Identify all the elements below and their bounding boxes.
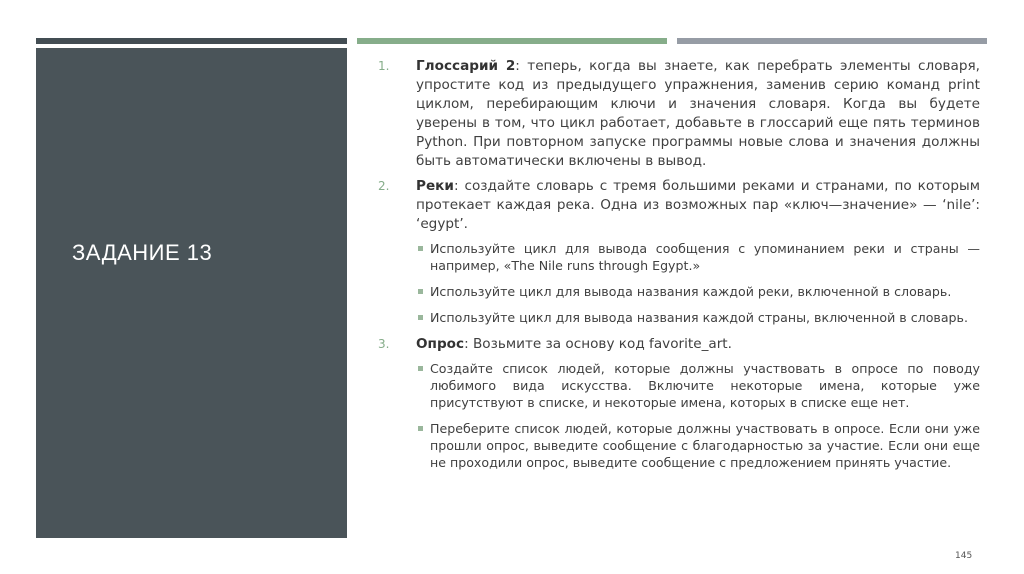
square-bullet-icon	[418, 366, 423, 371]
item-heading: Опрос	[416, 336, 465, 352]
sub-item	[378, 420, 980, 471]
sub-item	[378, 283, 980, 300]
square-bullet-icon	[418, 426, 423, 431]
accent-bar-green	[357, 38, 667, 44]
sub-item-text: Создайте список людей, которые должны участвовать в опросе по поводу любимого вида искусства. Включите некоторые имена, которые уже присутствуют в списке, и некоторые имена, которых в списке еще нет.	[430, 361, 980, 410]
title-panel	[36, 48, 347, 538]
item-number: 3.	[378, 337, 390, 351]
square-bullet-icon	[418, 289, 423, 294]
item-text: : теперь, когда вы знаете, как перебрать элементы словаря, упростите код из предыдущего упражнения, заменив серию команд print циклом, перебирающим ключи и значения словаря. Когда вы будете уверены в том, что цикл работает, добавьте в глоссарий еще пять терминов Python. При повторном запуске программы новые слова и значения должны быть автоматически включены в вывод.	[416, 58, 980, 169]
sub-item	[378, 309, 980, 326]
page-number: 145	[955, 551, 973, 561]
item-heading: Глоссарий 2	[416, 58, 516, 74]
sub-item	[378, 360, 980, 411]
list-item-2	[378, 177, 980, 234]
item-heading: Реки	[416, 178, 454, 194]
sub-item-text: Используйте цикл для вывода сообщения с упоминанием реки и страны — например, «The Nile runs through Egypt.»	[430, 241, 980, 273]
accent-bar-dark	[36, 38, 347, 44]
sub-item-text: Используйте цикл для вывода названия каждой реки, включенной в словарь.	[430, 284, 952, 299]
slide-content	[378, 57, 980, 480]
item-number: 2.	[378, 179, 390, 193]
list-item-1	[378, 57, 980, 171]
sub-item	[378, 240, 980, 274]
square-bullet-icon	[418, 246, 423, 251]
item-number: 1.	[378, 59, 390, 73]
list-item-3	[378, 335, 980, 354]
sub-item-text: Переберите список людей, которые должны участвовать в опросе. Если они уже прошли опрос, выведите сообщение с благодарностью за участие. Если они еще не проходили опрос, выведите сообщение с предложением принять участие.	[430, 421, 980, 470]
sub-item-text: Используйте цикл для вывода названия каждой страны, включенной в словарь.	[430, 310, 968, 325]
item-text: : создайте словарь с тремя большими реками и странами, по которым протекает каждая река. Одна из возможных пар «ключ—значение» — ‘nile’: ‘egypt’.	[416, 178, 980, 232]
square-bullet-icon	[418, 315, 423, 320]
slide-title: ЗАДАНИЕ 13	[72, 240, 213, 265]
item-text: : Возьмите за основу код favorite_art.	[464, 336, 732, 352]
accent-bar-grey	[677, 38, 987, 44]
